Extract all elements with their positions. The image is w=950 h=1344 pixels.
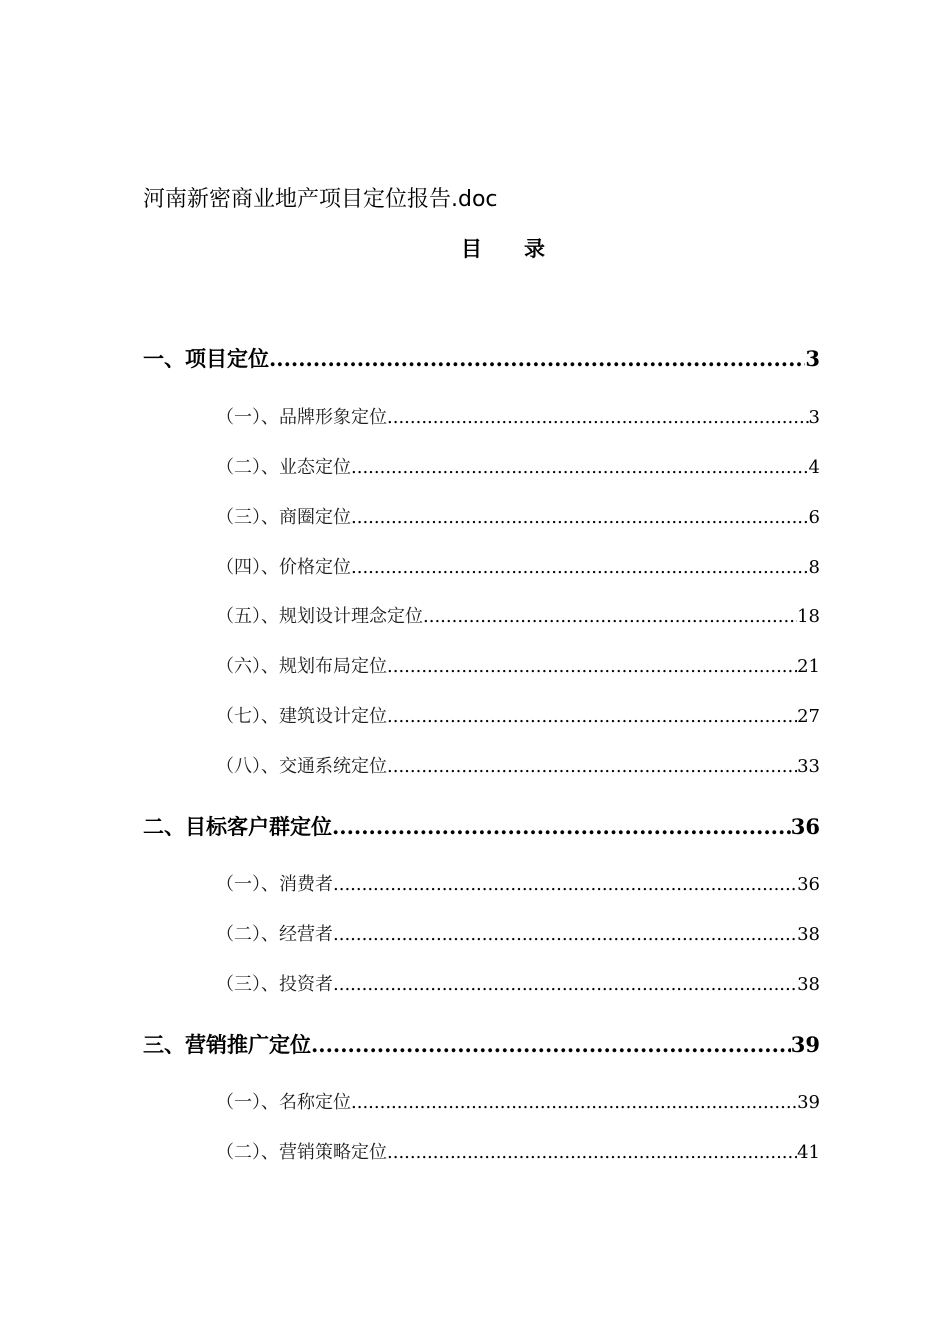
toc-entry-level2[interactable] [216, 453, 820, 483]
toc-entry-level2[interactable] [216, 553, 820, 583]
toc-page-number: 27 [797, 706, 820, 727]
toc-dot-leader [333, 970, 797, 1000]
toc-page-number: 39 [797, 1092, 820, 1113]
toc-entry-level2[interactable] [216, 1088, 820, 1118]
toc-entry-level2[interactable] [216, 403, 820, 433]
toc-entry-label: （一）、消费者 [216, 874, 333, 895]
toc-entry-level2[interactable] [216, 1138, 820, 1168]
toc-heading: 目 录 [461, 237, 545, 261]
toc-page-number: 38 [797, 924, 820, 945]
toc-page-number: 18 [797, 606, 820, 627]
document-file-title: 河南新密商业地产项目定位报告.doc [143, 187, 498, 212]
toc-entry-label: （一）、品牌形象定位 [216, 407, 387, 428]
toc-dot-leader [351, 1088, 797, 1118]
toc-page-number: 38 [797, 974, 820, 995]
toc-entry-label: （二）、业态定位 [216, 457, 351, 478]
toc-page-number: 21 [797, 656, 820, 677]
toc-entry-level2[interactable] [216, 652, 820, 682]
toc-entry-level1[interactable] [143, 342, 820, 376]
toc-entry-label: 三、营销推广定位 [143, 1033, 311, 1057]
toc-entry-level2[interactable] [216, 870, 820, 900]
toc-page-number: 36 [790, 814, 820, 839]
toc-entry-label: （八）、交通系统定位 [216, 756, 387, 777]
toc-dot-leader [333, 870, 797, 900]
toc-entry-level2[interactable] [216, 920, 820, 950]
toc-entry-label: 一、项目定位 [143, 347, 269, 371]
toc-dot-leader [269, 342, 805, 376]
toc-page-number: 4 [808, 457, 820, 478]
toc-dot-leader [387, 752, 797, 782]
toc-entry-label: （一）、名称定位 [216, 1092, 351, 1113]
toc-page-number: 33 [797, 756, 820, 777]
toc-entry-level2[interactable] [216, 602, 820, 632]
toc-entry-level1[interactable] [143, 1028, 820, 1062]
toc-entry-label: （四）、价格定位 [216, 557, 351, 578]
toc-dot-leader [333, 920, 797, 950]
toc-entry-label: （五）、规划设计理念定位 [216, 606, 423, 627]
toc-dot-leader [332, 810, 791, 844]
toc-page-number: 8 [808, 557, 820, 578]
toc-entry-level2[interactable] [216, 970, 820, 1000]
toc-entry-label: （三）、商圈定位 [216, 507, 351, 528]
toc-page-number: 41 [797, 1142, 820, 1163]
toc-dot-leader [311, 1028, 791, 1062]
toc-entry-level2[interactable] [216, 752, 820, 782]
toc-dot-leader [351, 453, 809, 483]
toc-dot-leader [387, 652, 797, 682]
toc-entry-label: 二、目标客户群定位 [143, 815, 332, 839]
toc-page-number: 39 [790, 1032, 820, 1057]
toc-dot-leader [387, 1138, 797, 1168]
toc-dot-leader [351, 553, 809, 583]
toc-dot-leader [351, 503, 809, 533]
toc-entry-label: （二）、经营者 [216, 924, 333, 945]
toc-page-number: 36 [797, 874, 820, 895]
toc-page-number: 6 [808, 507, 820, 528]
toc-entry-label: （二）、营销策略定位 [216, 1142, 387, 1163]
toc-entry-level2[interactable] [216, 702, 820, 732]
toc-dot-leader [423, 602, 797, 632]
toc-entry-label: （六）、规划布局定位 [216, 656, 387, 677]
toc-entry-label: （七）、建筑设计定位 [216, 706, 387, 727]
toc-entry-level1[interactable] [143, 810, 820, 844]
toc-entry-label: （三）、投资者 [216, 974, 333, 995]
toc-dot-leader [387, 702, 797, 732]
toc-entry-level2[interactable] [216, 503, 820, 533]
toc-page-number: 3 [805, 346, 820, 371]
toc-page-number: 3 [808, 407, 820, 428]
toc-dot-leader [387, 403, 809, 433]
